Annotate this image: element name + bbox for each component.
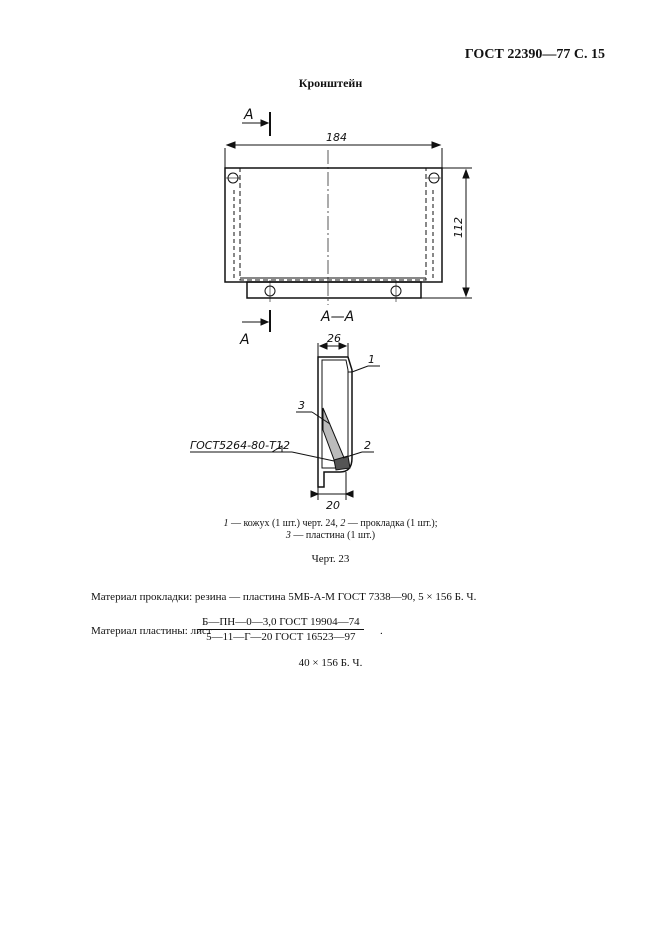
fraction-denominator: 5—11—Г—20 ГОСТ 16523—97 [206,631,356,643]
callout-2: 2 [364,439,371,452]
material-plate-label: Материал пластины: лист [91,625,212,637]
legend-line-1: 1 — кожух (1 шт.) черт. 24, 2 — прокладка (1 шт.); [223,518,438,529]
callout-1: 1 [368,353,375,366]
figure-caption: Черт. 23 [311,553,350,565]
bracket-outline [225,168,442,282]
top-dimension: 26 [327,332,341,345]
plate-part [323,408,345,465]
fraction-numerator: Б—ПН—0—3,0 ГОСТ 19904—74 [198,616,364,630]
legend-line-2: 3 — пластина (1 шт.) [285,530,376,541]
section-mark-top: А [244,107,254,123]
material-gasket: Материал прокладки: резина — пластина 5МБ-А-М ГОСТ 7338—90, 5 × 156 Б. Ч. [91,591,477,603]
material-plate-fraction [198,616,364,643]
drawing-title: Кронштейн [298,76,363,90]
page-header: ГОСТ 22390—77 С. 15 [464,47,605,62]
fraction-end: . [380,625,383,637]
height-dimension: 112 [452,217,465,238]
section-label: А—А [321,309,355,325]
bottom-dimension: 20 [326,499,340,512]
callout-3: 3 [298,399,305,412]
weld-note: ГОСТ5264-80-Т1 [190,439,283,452]
width-dimension: 184 [326,131,347,144]
section-mark-bottom: А [240,332,250,348]
material-plate-size: 40 × 156 Б. Ч. [298,657,363,669]
weld-leg: 2 [283,439,290,452]
